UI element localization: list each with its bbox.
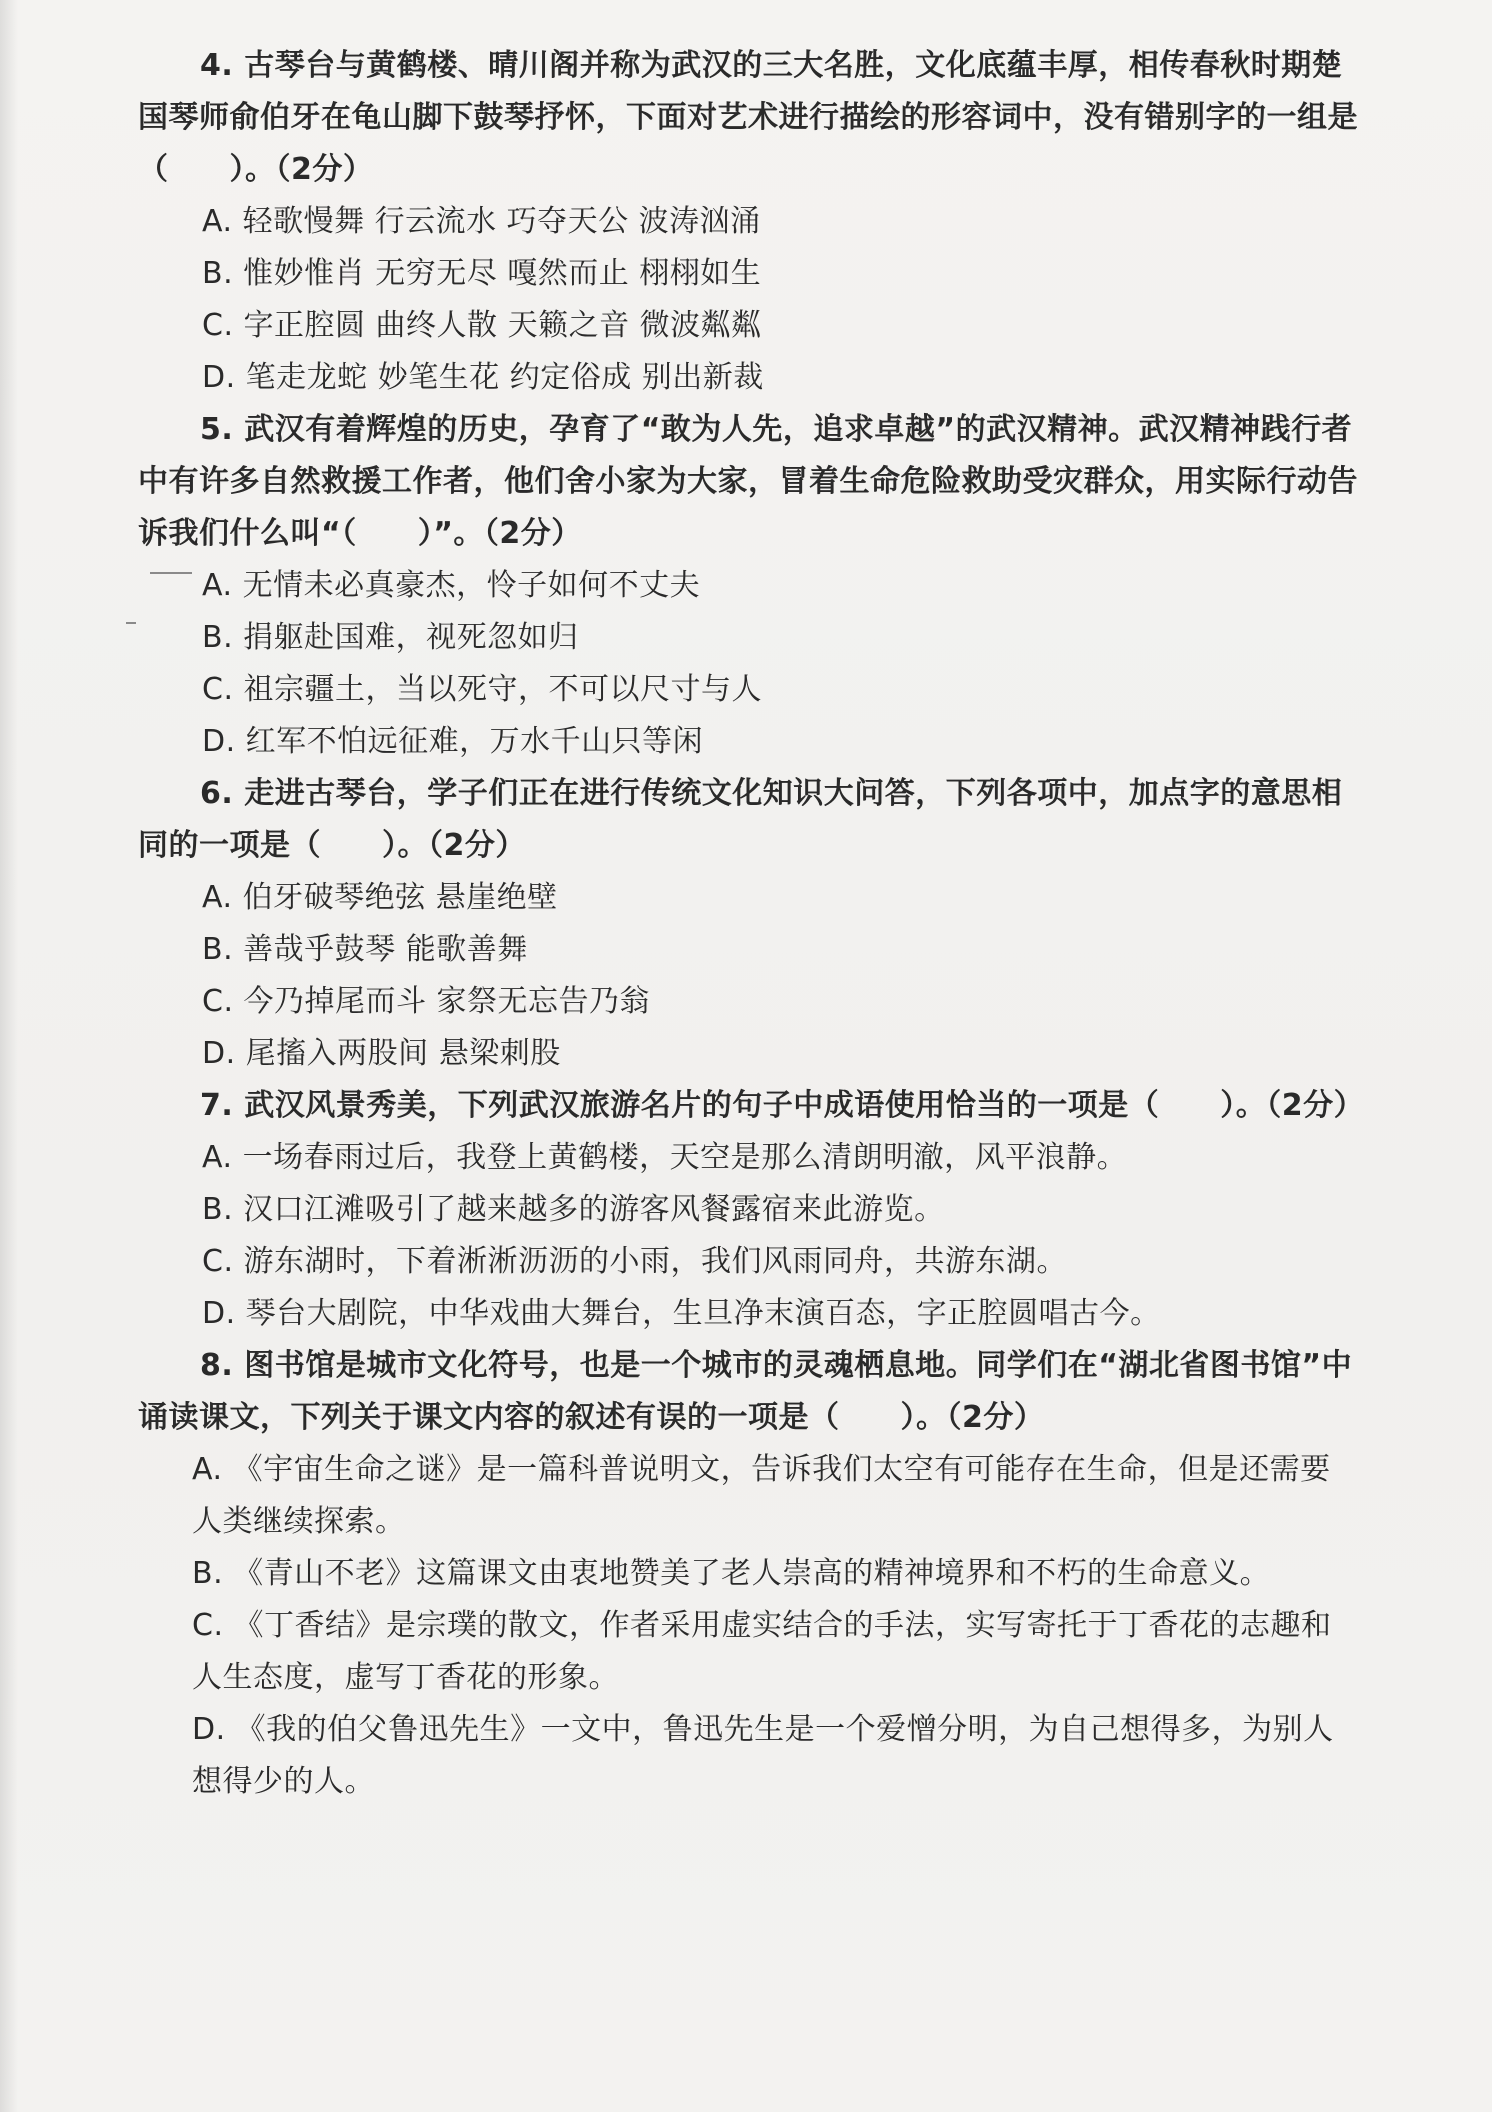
- question-6-option-b: B. 善哉乎鼓琴 能歌善舞: [202, 932, 528, 967]
- question-5-option-b: B. 捐躯赴国难，视死忽如归: [202, 620, 579, 655]
- question-6-option-a: A. 伯牙破琴绝弦 悬崖绝壁: [202, 880, 558, 915]
- question-5-option-c: C. 祖宗疆土，当以死守，不可以尺寸与人: [202, 672, 763, 707]
- question-4: [138, 40, 1358, 404]
- question-4-option-d: D. 笔走龙蛇 妙笔生花 约定俗成 别出新裁: [202, 360, 764, 395]
- question-6-stem: 6. 走进古琴台，学子们正在进行传统文化知识大问答，下列各项中，加点字的意思相同的一项是（ ）。（2分）: [138, 776, 1343, 863]
- question-6-option-c: C. 今乃掉尾而斗 家祭无忘告乃翁: [202, 984, 651, 1019]
- question-4-option-a: A. 轻歌慢舞 行云流水 巧夺天公 波涛汹涌: [202, 204, 761, 239]
- question-8-stem: 8. 图书馆是城市文化符号，也是一个城市的灵魂栖息地。同学们在“湖北省图书馆”中诵读课文，下列关于课文内容的叙述有误的一项是（ ）。（2分）: [138, 1348, 1353, 1435]
- question-5: [138, 404, 1358, 768]
- question-8-option-c: C. 《丁香结》是宗璞的散文，作者采用虚实结合的手法，实写寄托于丁香花的志趣和人生态度，虚写丁香花的形象。: [192, 1608, 1332, 1695]
- question-5-stem: 5. 武汉有着辉煌的历史，孕育了“敢为人先，追求卓越”的武汉精神。武汉精神践行者中有许多自然救援工作者，他们舍小家为大家，冒着生命危险救助受灾群众，用实际行动告诉我们什么叫“（ ）”。（2分）: [138, 412, 1358, 551]
- question-4-option-c: C. 字正腔圆 曲终人散 天籁之音 微波粼粼: [202, 308, 762, 343]
- question-8-option-d: D. 《我的伯父鲁迅先生》一文中，鲁迅先生是一个爱憎分明，为自己想得多，为别人想得少的人。: [192, 1712, 1334, 1799]
- scan-mark: [150, 572, 192, 574]
- question-8: [138, 1340, 1358, 1808]
- question-5-option-d: D. 红军不怕远征难，万水千山只等闲: [202, 724, 704, 759]
- question-7-option-d: D. 琴台大剧院，中华戏曲大舞台，生旦净末演百态，字正腔圆唱古今。: [202, 1296, 1161, 1331]
- question-8-option-b: B. 《青山不老》这篇课文由衷地赞美了老人崇高的精神境界和不朽的生命意义。: [192, 1556, 1271, 1591]
- question-7-option-c: C. 游东湖时，下着淅淅沥沥的小雨，我们风雨同舟，共游东湖。: [202, 1244, 1068, 1279]
- scan-edge-shadow: [0, 0, 18, 2112]
- question-5-option-a: A. 无情未必真豪杰，怜子如何不丈夫: [202, 568, 701, 603]
- question-list: [138, 40, 1365, 1808]
- question-6-option-d: D. 尾搐入两股间 悬梁刺股: [202, 1036, 561, 1071]
- scan-mark: [126, 622, 136, 624]
- question-7-option-a: A. 一场春雨过后，我登上黄鹤楼，天空是那么清朗明澈，风平浪静。: [202, 1140, 1128, 1175]
- question-7: [138, 1080, 1365, 1340]
- question-4-option-b: B. 惟妙惟肖 无穷无尽 嘎然而止 栩栩如生: [202, 256, 762, 291]
- question-4-stem: 4. 古琴台与黄鹤楼、晴川阁并称为武汉的三大名胜，文化底蕴丰厚，相传春秋时期楚国琴师俞伯牙在龟山脚下鼓琴抒怀，下面对艺术进行描绘的形容词中，没有错别字的一组是（ ）。（2分）: [138, 48, 1358, 187]
- question-7-option-b: B. 汉口江滩吸引了越来越多的游客风餐露宿来此游览。: [202, 1192, 945, 1227]
- question-7-stem: 7. 武汉风景秀美，下列武汉旅游名片的句子中成语使用恰当的一项是（ ）。（2分）: [200, 1088, 1365, 1123]
- question-8-option-a: A. 《宇宙生命之谜》是一篇科普说明文，告诉我们太空有可能存在生命，但是还需要人类继续探索。: [192, 1452, 1331, 1539]
- question-6: [138, 768, 1358, 1080]
